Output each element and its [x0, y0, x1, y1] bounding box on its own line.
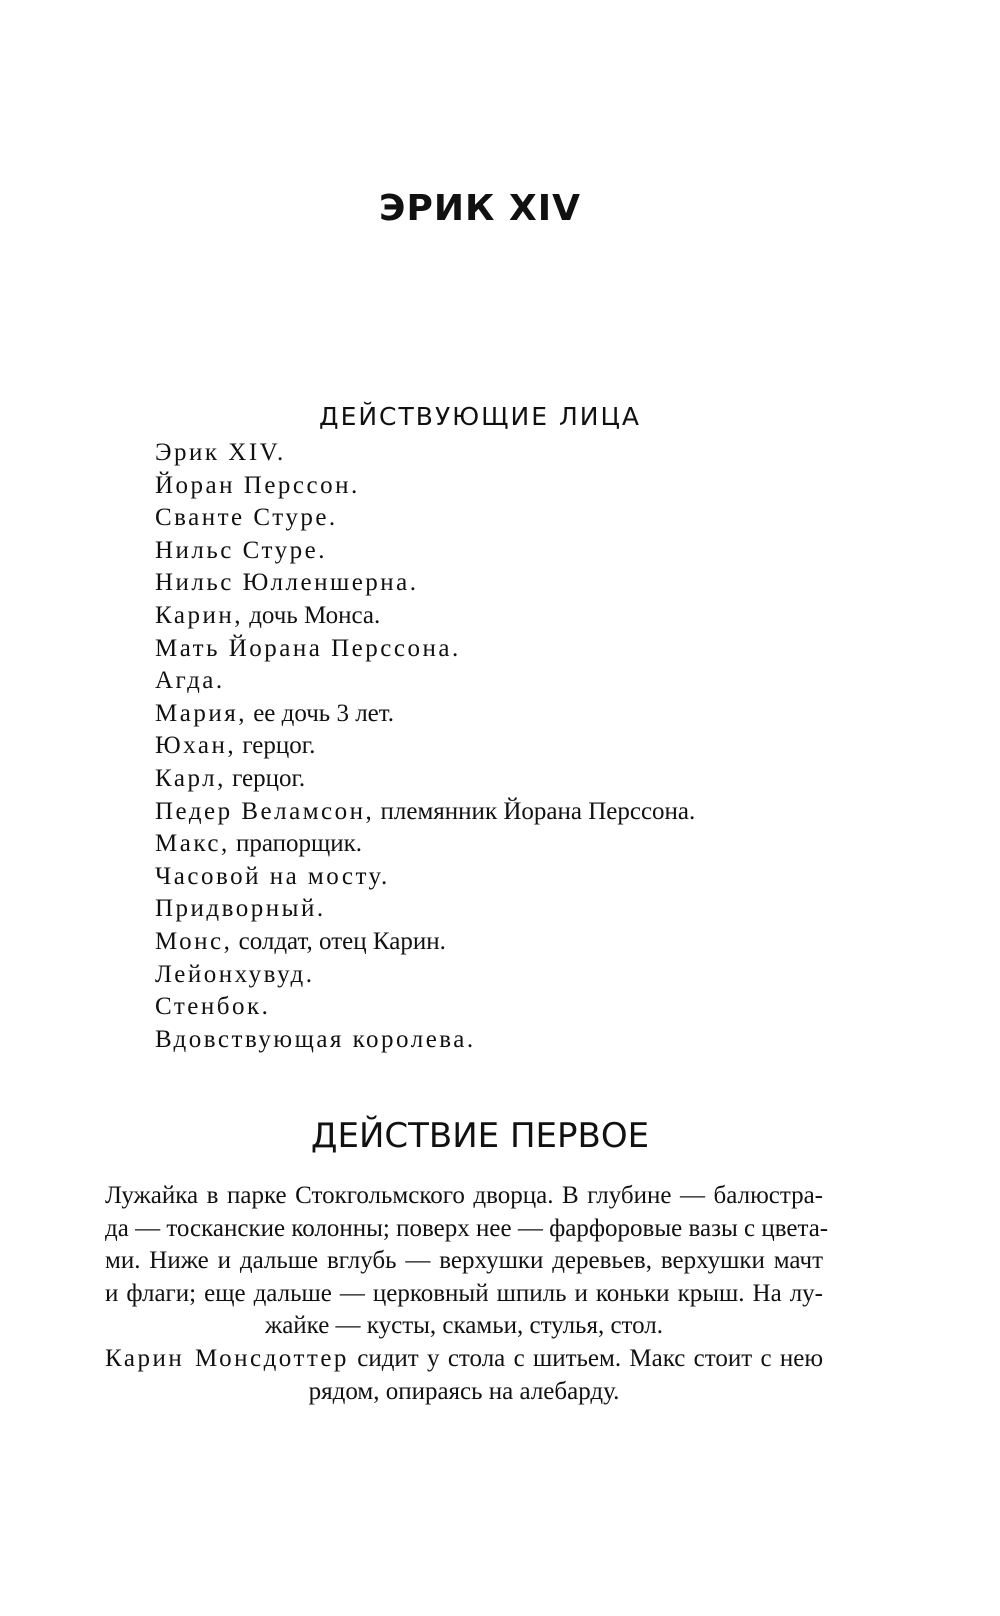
cast-item — [155, 665, 695, 698]
stage-line: жайке — кусты, скамьи, стулья, стол. — [264, 1312, 664, 1340]
cast-item — [155, 926, 695, 959]
stage-line: да — тосканские колонны; поверх нее — фарфоровые вазы с цвета- — [105, 1214, 829, 1242]
cast-name: Мария, — [155, 699, 247, 727]
character-name: Карин Монсдоттер — [105, 1344, 349, 1372]
act-heading: ДЕЙСТВИЕ ПЕРВОЕ — [310, 1116, 650, 1156]
stage-direction — [105, 1180, 829, 1408]
cast-note: племянник Йорана Перссона. — [380, 797, 696, 825]
stage-line: ми. Ниже и дальше вглубь — верхушки деревьев, верхушки мачт — [105, 1247, 823, 1275]
cast-name: Мать Йорана Перссона. — [155, 634, 461, 662]
cast-name: Нильс Стуре. — [155, 536, 327, 564]
cast-name: Лейонхувуд. — [155, 960, 315, 988]
cast-note: прапорщик. — [235, 830, 363, 858]
cast-item — [155, 991, 695, 1024]
cast-note: герцог. — [242, 732, 316, 760]
cast-name: Стенбок. — [155, 993, 271, 1021]
cast-name: Придворный. — [155, 895, 326, 923]
cast-note: герцог. — [232, 764, 306, 792]
cast-item — [155, 763, 695, 796]
cast-item — [155, 698, 695, 731]
cast-note: ее дочь 3 лет. — [253, 699, 395, 727]
cast-item — [155, 502, 695, 535]
cast-item — [155, 535, 695, 568]
cast-name: Часовой на мосту. — [155, 862, 390, 890]
cast-name: Карин, — [155, 601, 243, 629]
cast-name: Йоран Перссон. — [155, 471, 360, 499]
cast-note: солдат, отец Карин. — [238, 927, 446, 955]
cast-name: Карл, — [155, 764, 226, 792]
cast-item — [155, 893, 695, 926]
cast-item — [155, 600, 695, 633]
stage-line-character — [105, 1343, 823, 1376]
cast-name: Юхан, — [155, 732, 237, 760]
cast-note: дочь Монса. — [249, 601, 381, 629]
cast-name: Сванте Стуре. — [155, 504, 338, 532]
cast-name: Макс, — [155, 830, 230, 858]
cast-item — [155, 567, 695, 600]
cast-item — [155, 633, 695, 666]
cast-name: Монс, — [155, 927, 233, 955]
cast-item — [155, 796, 695, 829]
cast-item — [155, 730, 695, 763]
cast-item — [155, 437, 695, 470]
cast-name: Вдовствующая королева. — [155, 1025, 476, 1053]
cast-name: Нильс Юлленшерна. — [155, 569, 419, 597]
stage-line: Лужайка в парке Стокгольмского дворца. В глубине — балюстра- — [105, 1182, 823, 1209]
cast-list — [155, 437, 695, 1056]
cast-item — [155, 861, 695, 894]
stage-text: сидит у стола с шитьем. Макс стоит с нею — [357, 1344, 824, 1372]
cast-item — [155, 470, 695, 503]
stage-line: и флаги; еще дальше — церковный шпиль и коньки крыш. На лу- — [105, 1279, 823, 1307]
cast-name: Педер Веламсон, — [155, 797, 375, 825]
play-title: ЭРИК XIV — [379, 188, 581, 229]
cast-item — [155, 959, 695, 992]
cast-item — [155, 1024, 695, 1057]
cast-heading: ДЕЙСТВУЮЩИЕ ЛИЦА — [319, 402, 641, 431]
stage-line: рядом, опираясь на алебарду. — [308, 1377, 620, 1405]
cast-name: Эрик XIV. — [155, 439, 286, 466]
cast-item — [155, 828, 695, 861]
cast-name: Агда. — [155, 667, 225, 695]
